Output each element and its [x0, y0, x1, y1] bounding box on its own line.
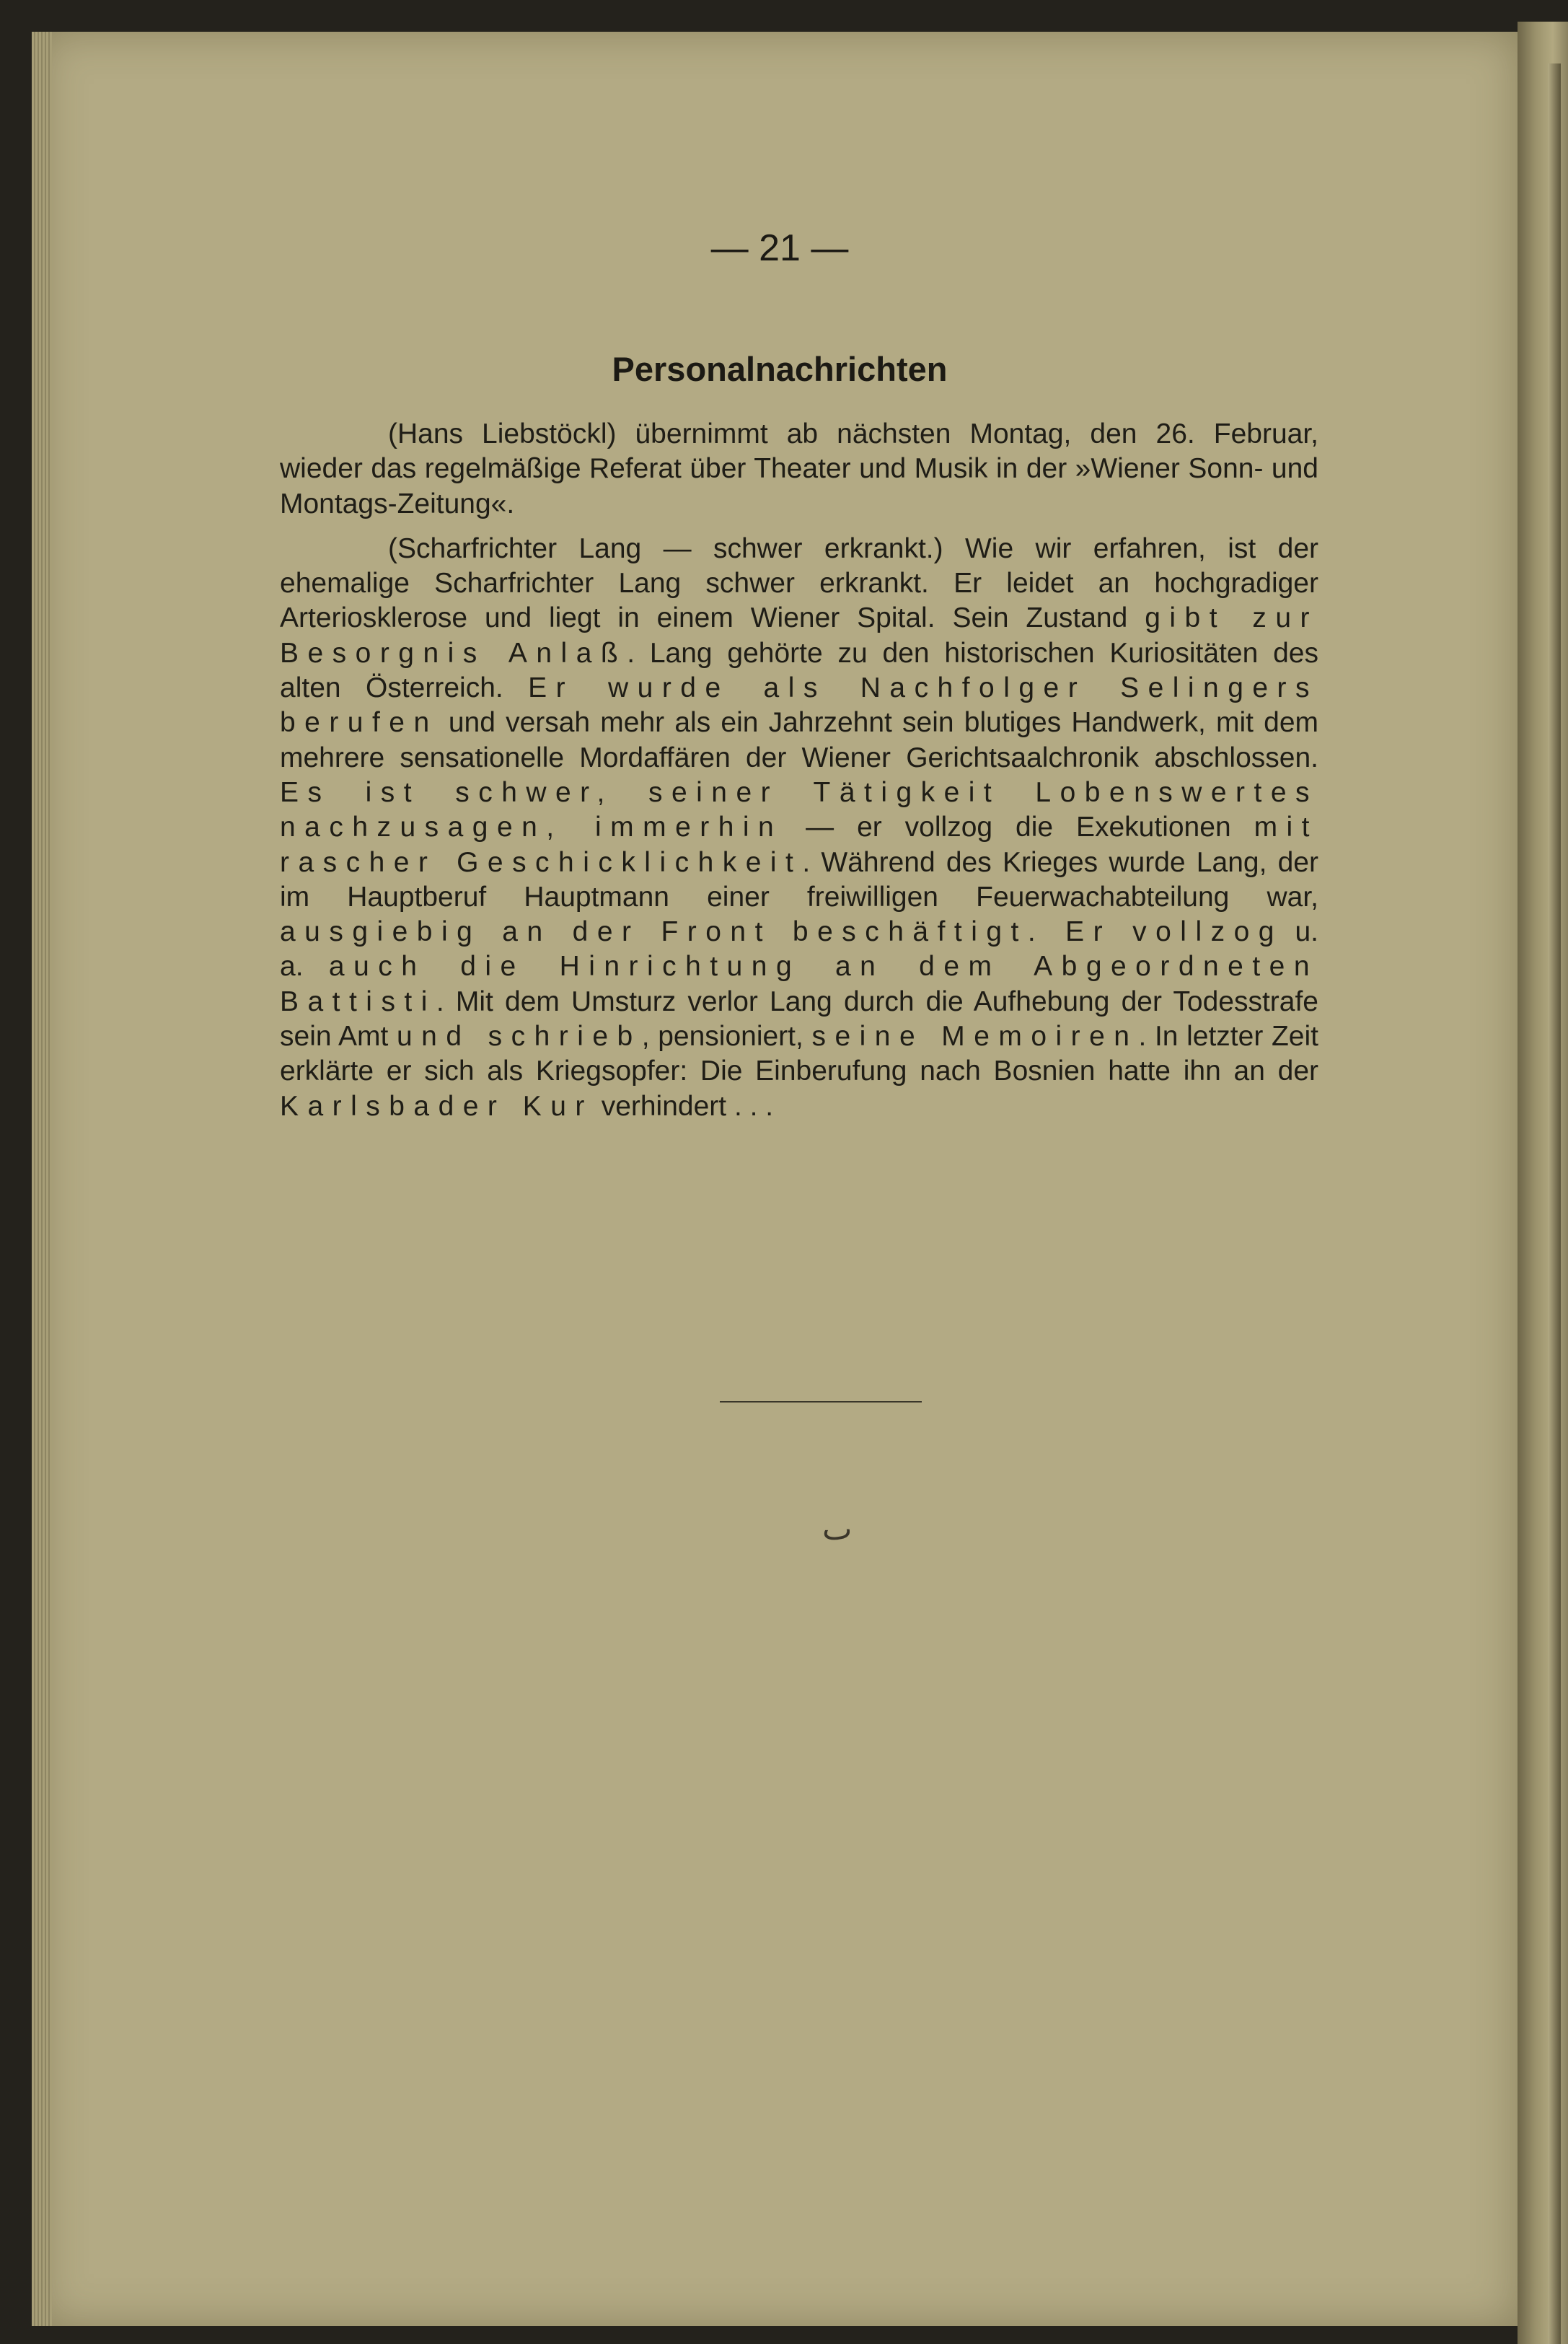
paragraph-text: . Während des Krieges wurde Lang, der im Hauptberuf Hauptmann einer freiwilligen Feuerwachabteilung war,	[280, 846, 1318, 913]
article-paragraph	[280, 532, 1318, 1124]
emphasized-text-spaced: seine Memoiren	[811, 1021, 1139, 1053]
article-paragraph	[280, 417, 1318, 522]
paragraph-text: (Scharfrichter Lang — schwer erkrankt.) Wie wir erfahren, ist der ehemalige Scharfrichter Lang schwer erkrankt. Er leidet an hochgradiger Arteriosklerose und liegt in einem Wiener Spital. Sein Zustand	[280, 532, 1318, 634]
paragraph-text: verhindert . . .	[593, 1090, 774, 1122]
emphasized-text-spaced: mit rascher Geschicklichkeit	[280, 812, 1318, 878]
emphasized-text-spaced: und schrieb	[397, 1021, 642, 1053]
paragraph-text: . Mit dem Umsturz verlor Lang durch die Aufhebung der Todesstrafe sein Amt	[280, 986, 1318, 1053]
section-heading: Personalnachrichten	[612, 350, 948, 388]
page-number: — 21 —	[710, 227, 849, 269]
footer-printer-mark: ٮ	[822, 1511, 853, 1548]
emphasized-text-spaced: auch die Hinrichtung an dem Abgeordneten Battisti	[280, 951, 1318, 1017]
paragraph-text: (Hans Liebstöckl) übernimmt ab nächsten Montag, den 26. Februar, wieder das regelmäßige Referat über Theater und Musik in der »Wiener Sonn- und Montags-Zeitung«.	[280, 418, 1318, 519]
paragraph-text: u. a.	[280, 916, 1318, 983]
emphasized-text-spaced: ausgiebig an der Front beschäftigt. Er vollzog	[280, 916, 1283, 948]
paragraph-text: . In letzter Zeit erklärte er sich als Kriegsopfer: Die Einberufung nach Bosnien hatte ihn an der	[280, 1021, 1318, 1087]
article-body	[280, 417, 1318, 1124]
emphasized-text-spaced: Er wurde als Nachfolger Selingers berufen	[280, 672, 1318, 739]
paragraph-text: , pensioniert,	[641, 1021, 812, 1053]
paragraph-text: — er vollzog die Exekutionen	[783, 812, 1254, 843]
page-gutter-shadow	[1548, 63, 1561, 2344]
emphasized-text-spaced: gibt zur Besorgnis Anlaß	[280, 602, 1319, 669]
emphasized-text-spaced: Karlsbader Kur	[280, 1090, 594, 1122]
paragraph-text: . Lang gehörte zu den historischen Kuriositäten des alten Österreich.	[280, 637, 1318, 704]
paragraph-text: und versah mehr als ein Jahrzehnt sein blutiges Handwerk, mit dem mehrere sensationelle Mordaffären der Wiener Gerichtsaalchronik abschlossen.	[280, 707, 1318, 773]
book-page	[42, 32, 1518, 2326]
section-divider	[720, 1401, 922, 1403]
emphasized-text-spaced: Es ist schwer, seiner Tätigkeit Lobenswertes nachzusagen, immerhin	[280, 776, 1318, 843]
stacked-page-edges	[32, 32, 52, 2326]
